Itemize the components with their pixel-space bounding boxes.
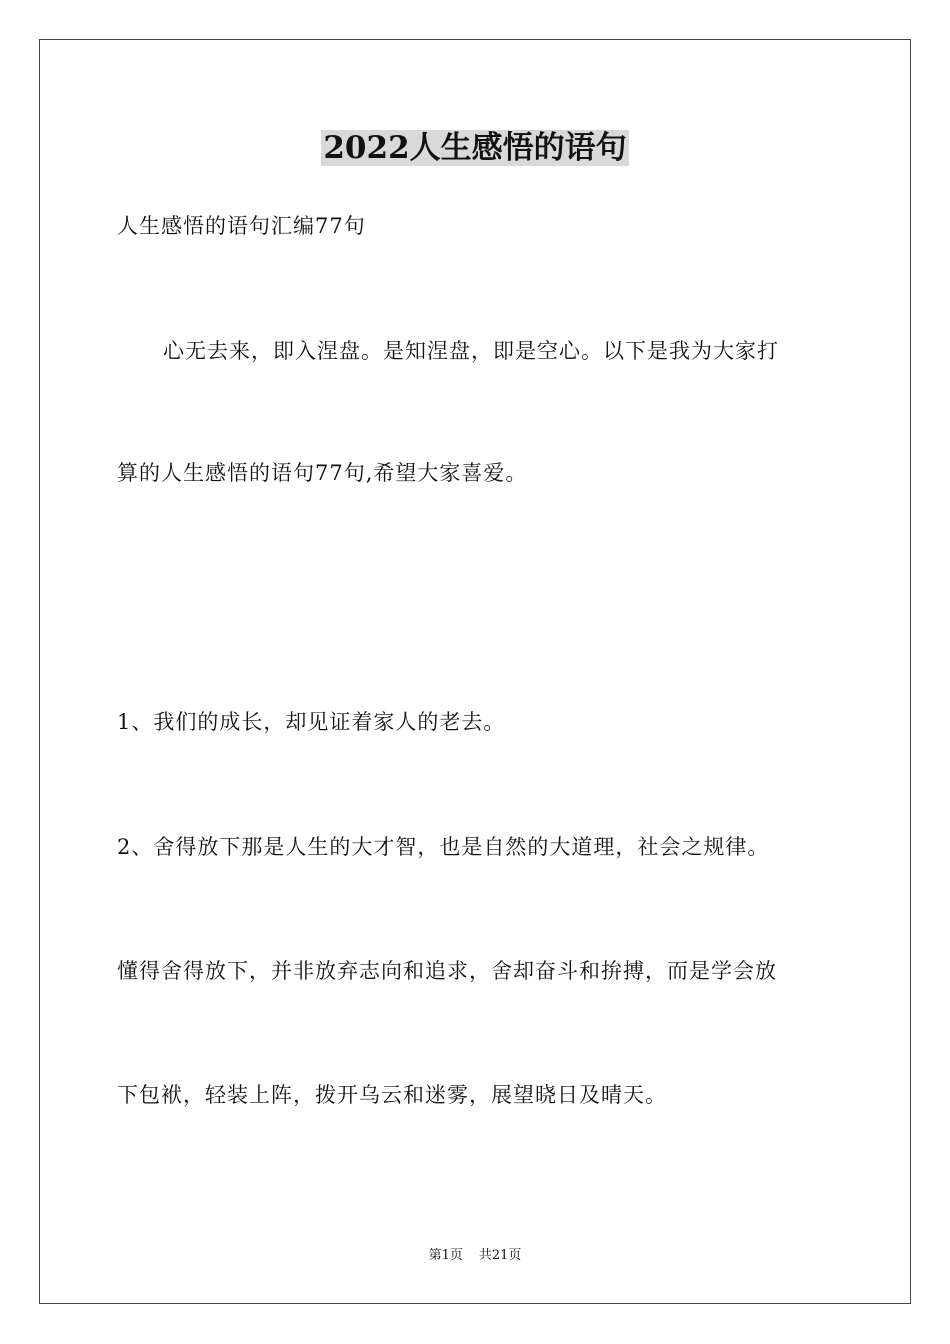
list-item-2-line-2: 懂得舍得放下，并非放弃志向和追求，舍却奋斗和拚搏，而是学会放 [117,959,777,983]
page-footer [0,1247,950,1265]
document-title-text: 2022人生感悟的语句 [323,130,627,166]
intro-line-2: 算的人生感悟的语句77句,希望大家喜爱。 [117,461,528,485]
page-total: 共21页 [478,1248,522,1263]
page-number: 第1页 [428,1248,463,1263]
document-title [0,126,950,170]
list-item-2-line-1: 2、舍得放下那是人生的大才智，也是自然的大道理，社会之规律。 [117,835,770,859]
list-item-2-line-3: 下包袱，轻装上阵，拨开乌云和迷雾，展望晓日及晴天。 [117,1083,667,1107]
document-subtitle: 人生感悟的语句汇编77句 [117,214,366,238]
list-item-1: 1、我们的成长，却见证着家人的老去。 [117,710,506,734]
intro-line-1: 心无去来，即入涅盘。是知涅盘，即是空心。以下是我为大家打 [163,339,779,363]
